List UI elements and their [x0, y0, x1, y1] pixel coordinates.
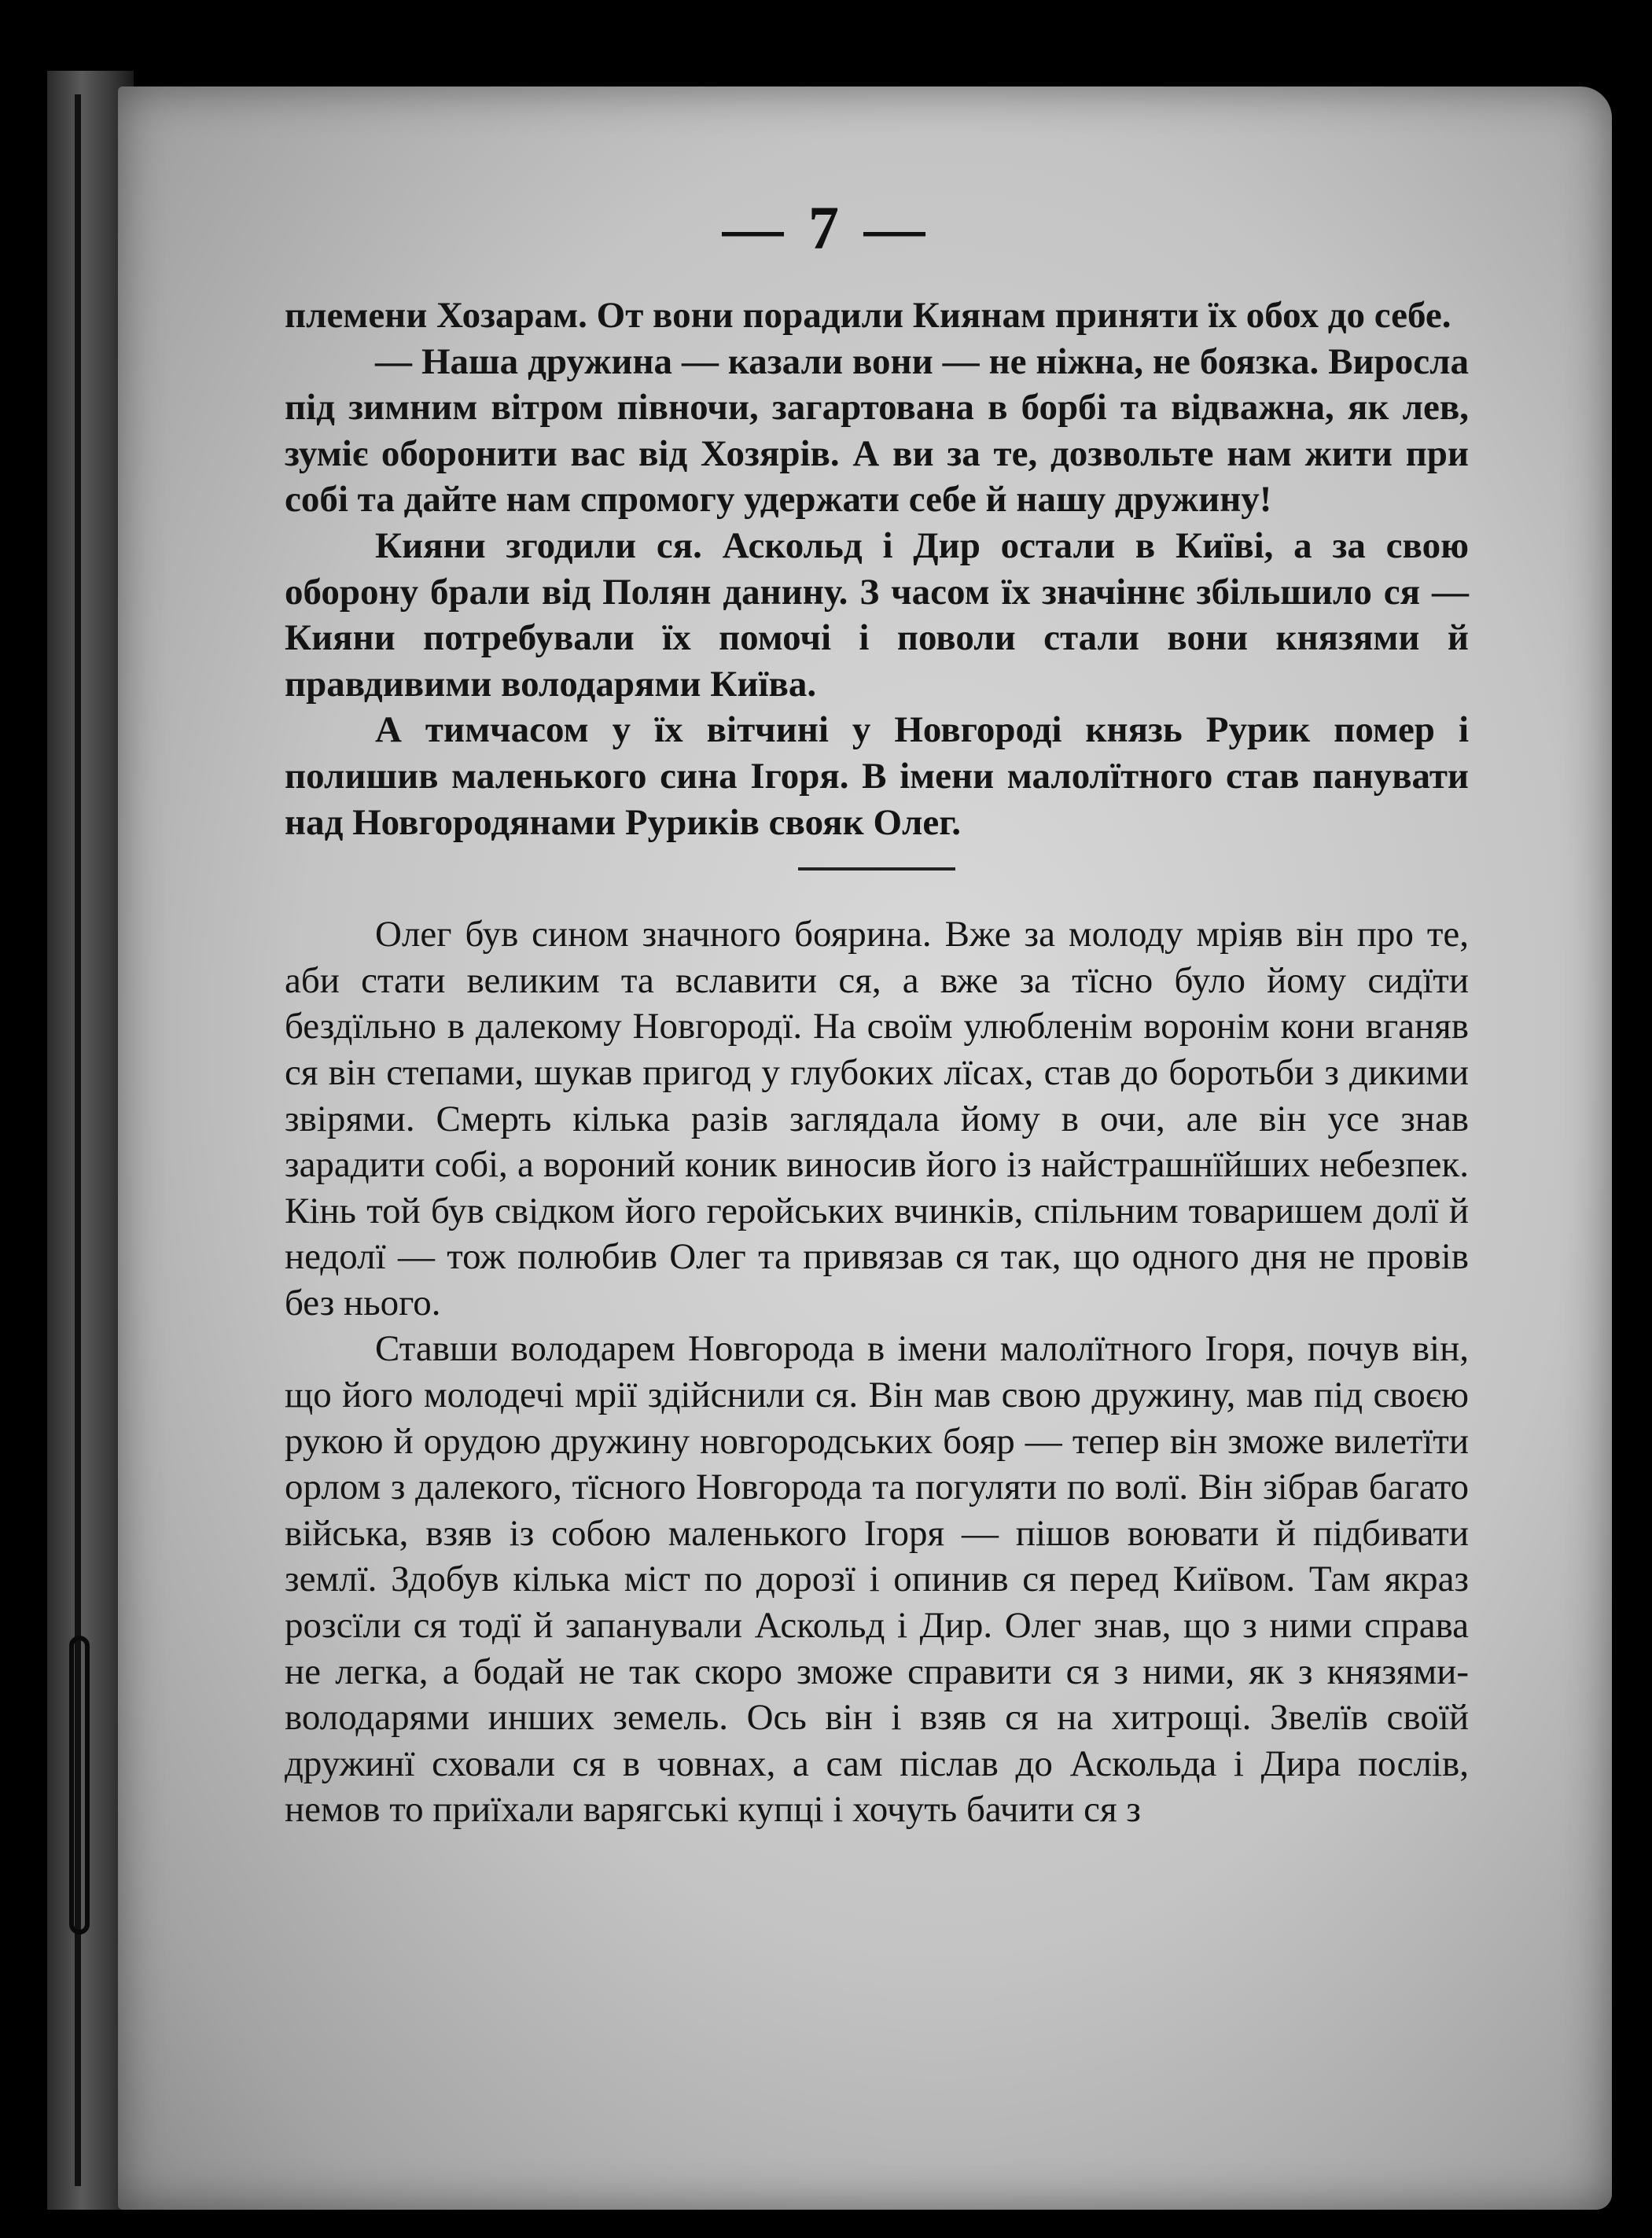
page-text: [285, 293, 1469, 1833]
paragraph: Кияни згодили ся. Аскольд і Дир остали в Київі, а за свою оборону брали від Полян данину. З часом їх значіннє збільшило ся — Кияни потребували їх помочі і поволи стали вони князями й правдивими володарями Київа.: [285, 525, 1469, 705]
paragraph: А тимчасом у їх вітчині у Новгороді князь Рурик помер і полишив маленького сина Ігоря. В імени малолїтного став панувати над Новгородянами Руриків свояк Олег.: [285, 709, 1469, 843]
binding-thread: [69, 1636, 90, 1934]
section-two: [285, 911, 1469, 1833]
paragraph: племени Хозарам. От вони порадили Киянам приняти їх обох до себе.: [285, 295, 1451, 336]
paragraph: Олег був сином значного боярина. Вже за молоду мріяв він про те, аби стати великим та вславити ся, а вже за тїсно було йому сидїти бездїльно в далекому Новгородї. На своїм улюбленім воронім кони вганяв ся він степами, шукав пригод у глубоких лїсах, став до боротьби з дикими звірями. Смерть кілька разів заглядала йому в очи, але він усе знав зарадити собі, а вороний коник виносив його із найстрашнїйших небезпек. Кінь той був свідком його геройських вчинків, спільним товаришем долї й недолї — тож полюбив Олег та привязав ся так, що одного дня не провів без нього.: [285, 914, 1469, 1323]
paragraph: Ставши володарем Новгорода в імени малолїтного Ігоря, почув він, що його молодечі мрії здійснили ся. Він мав свою дружину, мав під своєю рукою й орудою дружину новгородських бояр — тепер він зможе вилетїти орлом з далекого, тїсного Новгорода та погуляти по волї. Він зібрав багато війська, взяв із собою маленького Ігоря — пішов воювати й підбивати землї. Здобув кілька міст по дорозї і опинив ся перед Київом. Там якраз розсїли ся тодї й запанували Аскольд і Дир. Олег знав, що з ними справа не легка, а бодай не так скоро зможе справити ся з ними, як з князями-володарями инших земель. Ось він і взяв ся на хитрощі. Звелїв своїй дружинї сховали ся в човнах, а сам післав до Аскольда і Дира послів, немов то приїхали варягські купці і хочуть бачити ся з: [285, 1328, 1469, 1831]
page-number: — 7 —: [722, 193, 930, 262]
paragraph: — Наша дружина — казали вони — не ніжна, не боязка. Виросла під зимним вітром півночи, загартована в борбі та відважна, як лев, зуміє оборонити вас від Хозярів. А ви за те, дозвольте нам жити при собі та дайте нам спромогу удержати себе й нашу дружину!: [285, 340, 1469, 521]
section-divider: [798, 867, 955, 871]
